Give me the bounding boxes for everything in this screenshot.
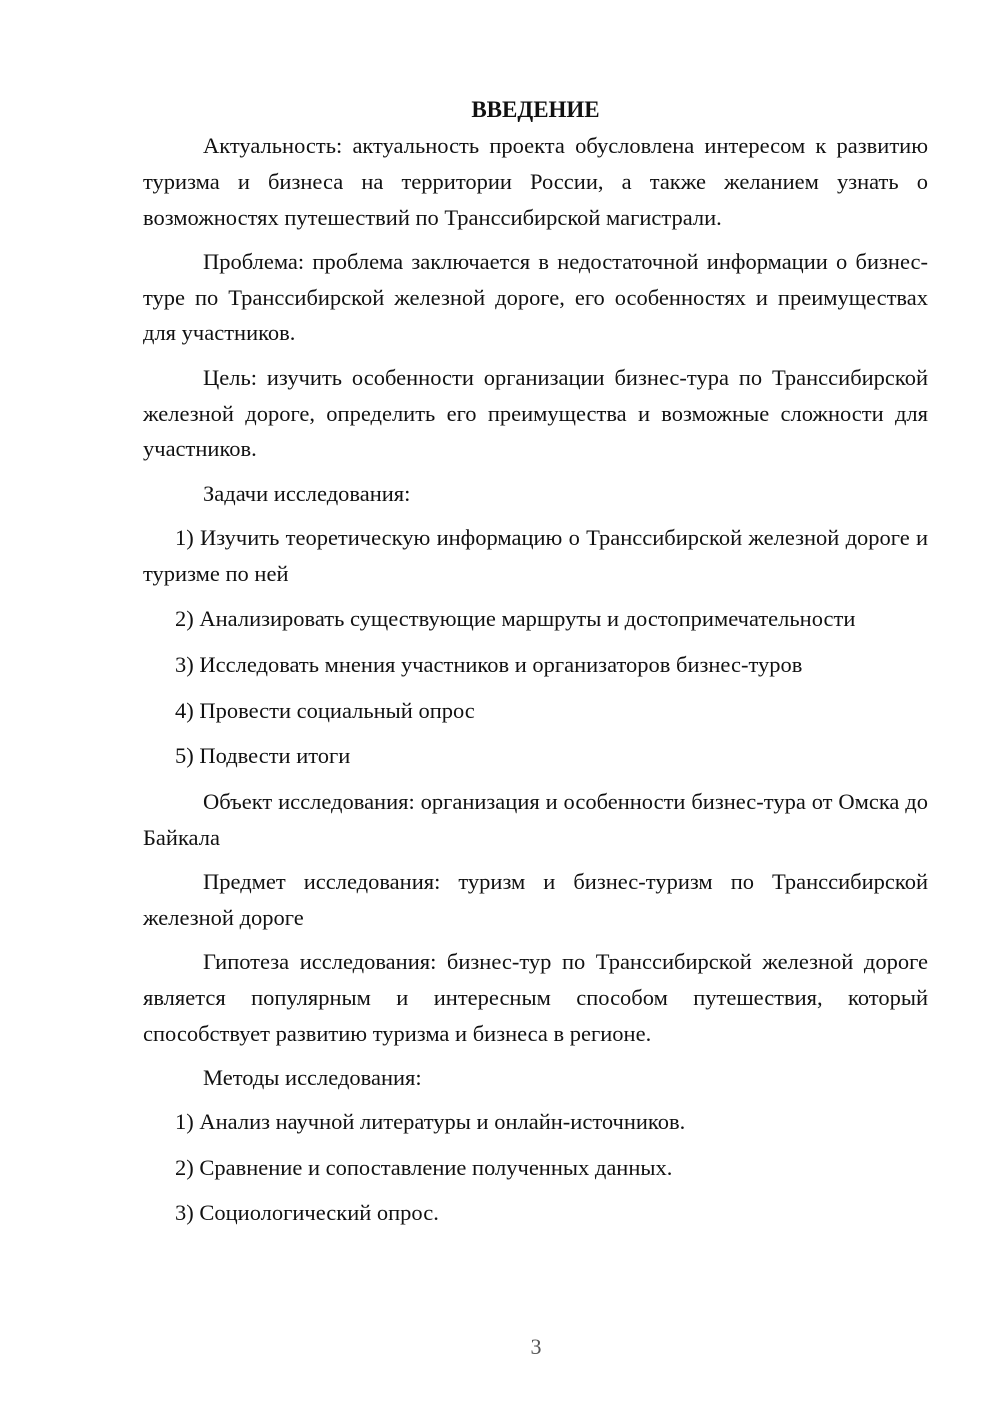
object-paragraph: Объект исследования: организация и особенности бизнес-тура от Омска до Байкала (143, 788, 928, 850)
task-item: 4) Провести социальный опрос (175, 697, 475, 723)
subject-paragraph: Предмет исследования: туризм и бизнес-туризм по Транссибирской железной дороге (143, 868, 928, 930)
hypothesis-paragraph: Гипотеза исследования: бизнес-тур по Транссибирской железной дороге является популярным и интересным способом путешествия, который способствует развитию туризма и бизнеса в регионе. (143, 948, 928, 1046)
method-item: 3) Социологический опрос. (175, 1200, 439, 1226)
task-item: 2) Анализировать существующие маршруты и достопримечательности (175, 606, 856, 632)
goal-paragraph: Цель: изучить особенности организации бизнес-тура по Транссибирской железной дороге, определить его преимущества и возможные сложности для участников. (143, 364, 928, 462)
section-title: ВВЕДЕНИЕ (471, 97, 600, 122)
problem-paragraph: Проблема: проблема заключается в недостаточной информации о бизнес-туре по Транссибирской железной дороге, его особенностях и преимуществах для участников. (143, 248, 928, 346)
task-item: 3) Исследовать мнения участников и организаторов бизнес-туров (175, 651, 803, 677)
method-item: 1) Анализ научной литературы и онлайн-источников. (175, 1109, 686, 1135)
relevance-paragraph: Актуальность: актуальность проекта обусловлена интересом к развитию туризма и бизнеса на территории России, а также желанием узнать о возможностях путешествий по Транссибирской магистрали. (143, 133, 928, 230)
task-item: 1) Изучить теоретическую информацию о Транссибирской железной дороге и туризме по ней (143, 524, 928, 586)
tasks-heading: Задачи исследования: (203, 480, 411, 506)
method-item: 2) Сравнение и сопоставление полученных данных. (175, 1154, 673, 1180)
document-page (143, 92, 928, 1241)
methods-heading: Методы исследования: (203, 1064, 422, 1090)
task-item: 5) Подвести итоги (175, 743, 351, 769)
page-number: 3 (530, 1334, 542, 1359)
